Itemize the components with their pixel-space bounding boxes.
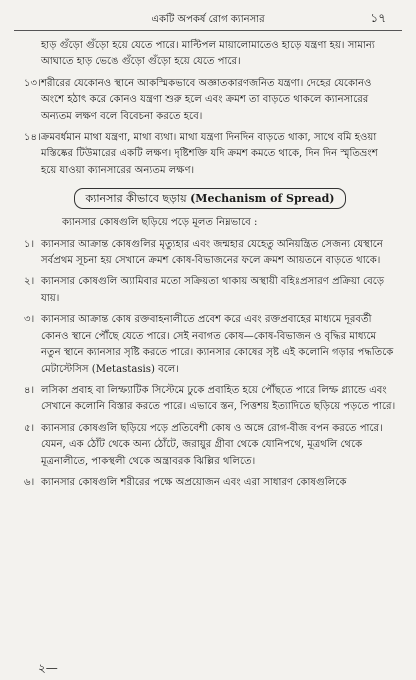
item-number: ১। (24, 238, 35, 250)
signature-mark: ২— (38, 661, 58, 675)
item-text: ক্যানসার কোষগুলি অ্যামিবার মতো সক্রিয়তা থাকায় অস্থায়ী বহিঃপ্রসারণ প্রক্রিয়া বেড়ে যায়। (41, 276, 385, 304)
continued-paragraph: হাড় গুঁড়ো গুঁড়ো হয়ে যেতে পারে। মাল্টিপল মায়ালোমাতেও হাড়ে যন্ত্রণা হয়। সামান্য আঘাতে হাড় ভেঙে গুঁড়ো গুঁড়ো হয়ে যেতে পারে। (41, 40, 375, 68)
item-text: শরীরের যেকোনও স্থানে আকস্মিকভাবে অজ্ঞাতকারণজনিত যন্ত্রণা। দেহের যেকোনও অংশে হঠাৎ করে কোনও যন্ত্রণা শুরু হলে এবং ক্রমশ তা বাড়তে থাকলে ক্যানসারের অন্যতম লক্ষণ বলে বিবেচনা করতে হবে। (41, 77, 372, 122)
item-number: ১৩। (24, 77, 41, 89)
item-text: ক্যানসার আক্রান্ত কোষ রক্তবাহনালীতে প্রবেশ করে এবং রক্তপ্রবাহের মাধ্যমে দূরবর্তী কোনও স্থানে পৌঁছে যেতে পারে। সেই নবাগত কোষ—কোষ-বিভাজন ও বৃদ্ধির মাধ্যমে নতুন স্থানে ক্যানসার সৃষ্টি করতে পারে। ক্যানসার কোষের সৃষ্ট এই কলোনি গড়ার পদ্ধতিকে মেটাস্টেসিস (Metastasis) বলে। (41, 314, 394, 375)
item-text: ক্যানসার কোষগুলি শরীরের পক্ষে অপ্রয়োজন এবং এরা সাধারণ কোষগুলিকে (41, 476, 347, 488)
item-number: ৬। (24, 476, 35, 488)
spread-item-5 (24, 421, 396, 470)
item-number: ৫। (24, 422, 35, 434)
spread-item-4 (24, 383, 396, 416)
section-heading-bengali: ক্যানসার কীভাবে ছড়ায় (85, 192, 187, 206)
section-intro: ক্যানসার কোষগুলি ছড়িয়ে পড়ে মূলত নিম্নভাবে : (62, 217, 258, 229)
item-text: ক্যানসার আক্রান্ত কোষগুলির মৃত্যুহার এবং জন্মহার যেহেতু অনিয়ন্ত্রিত সেজন্য যেস্থানে সর্বপ্রথম সূচনা হয় সেখানে ক্রমশ কোষ-বিভাজনের ফলে ক্রমশ আয়তনে বাড়তে থাকে। (41, 238, 383, 267)
page-body (24, 36, 396, 491)
item-text: ক্রমবর্ধমান মাথা যন্ত্রণা, মাথা ব্যথা। মাথা যন্ত্রণা দিনদিন বাড়তে থাকা, সাথে বমি হওয়া মস্তিষ্কের টিউমারের একটি লক্ষণ। দৃষ্টিশক্তি যদি ক্রমশ কমতে থাকে, দিন দিন স্মৃতিভ্রংশ হয়ে যাওয়া ক্যানসারের অন্যতম লক্ষণ। (41, 132, 378, 176)
item-number: ২। (24, 276, 35, 288)
spread-item-6 (24, 475, 396, 491)
item-number: ১৪। (24, 132, 41, 144)
spread-item-3 (24, 312, 396, 378)
symptom-item-14 (24, 130, 396, 179)
page-number: ১৭ (370, 11, 386, 25)
running-header (14, 10, 402, 28)
item-text: ক্যানসার কোষগুলি ছড়িয়ে পড়ে প্রতিবেশী কোষ ও অঙ্গে রোগ-বীজ বপন করতে পারে। যেমন, এক ঠোঁট থেকে অন্য ঠোঁটে, জরায়ুর গ্রীবা থেকে যোনিপথে, মূত্রথলি থেকে মূত্রনালীতে, পাকস্থলী থেকে অন্ত্রাবরক ঝিল্লির থলিতে। (41, 422, 383, 467)
symptom-item-13 (24, 76, 396, 125)
section-heading-wrap (24, 188, 396, 209)
item-number: ৪। (24, 384, 35, 396)
item-text: লসিকা প্রবাহ বা লিম্ফ্যাটিক সিস্টেমে ঢুকে প্রবাহিত হয়ে পৌঁছতে পারে লিম্ফ গ্ল্যান্ডে এবং সেখানে কলোনি বিস্তার করতে পারে। এভাবে স্তন, পিত্তশয় ইত্যাদিতে ছড়িয়ে পড়তে পারে। (41, 384, 396, 413)
spread-item-2 (24, 274, 396, 307)
spread-item-1 (24, 237, 396, 270)
section-heading (74, 188, 345, 209)
header-rule (14, 30, 402, 31)
item-number: ৩। (24, 314, 35, 326)
running-title: একটি অপকর্ষ রোগ ক্যানসার (151, 14, 265, 25)
section-heading-english: (Mechanism of Spread) (190, 192, 335, 206)
